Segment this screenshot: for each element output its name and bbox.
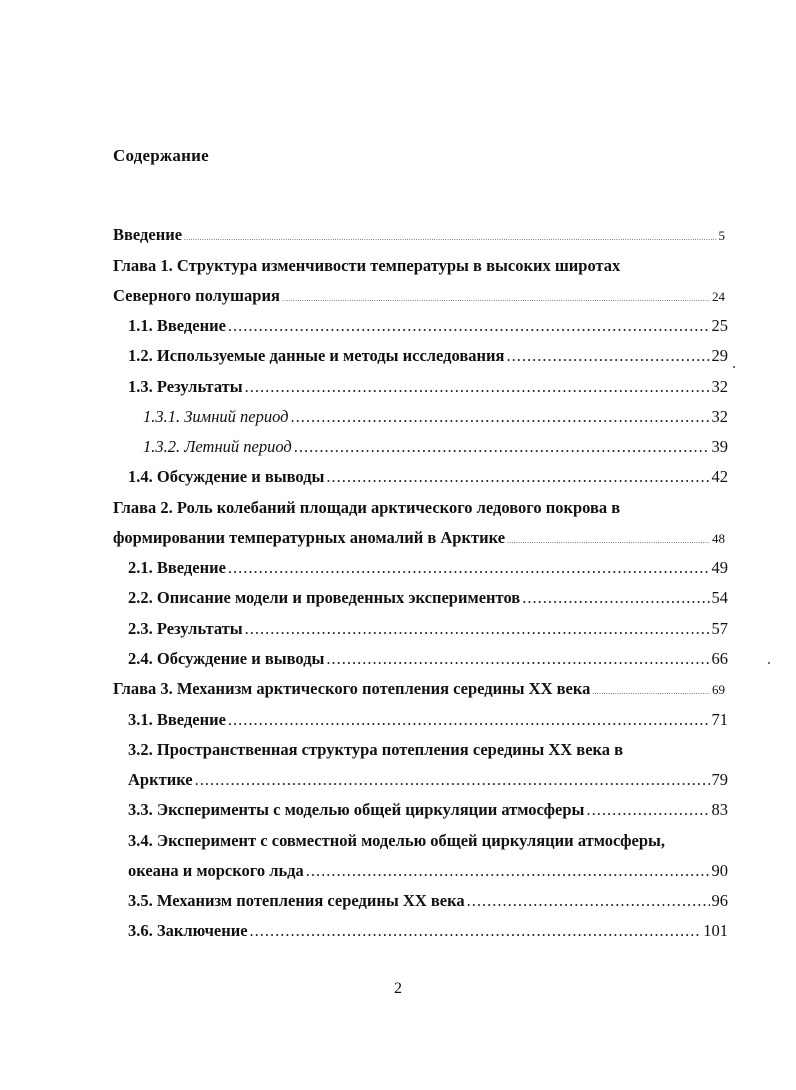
toc-leader-dots bbox=[294, 436, 710, 458]
toc-entry-title: 2.3. Результаты bbox=[128, 619, 243, 638]
toc-entry-page: 79 bbox=[711, 770, 728, 789]
toc-entry-1-4[interactable] bbox=[128, 466, 728, 488]
toc-entry-3-4[interactable] bbox=[128, 860, 728, 882]
toc-entry-3-2[interactable] bbox=[128, 769, 728, 791]
toc-entry-page: 48 bbox=[712, 531, 725, 546]
toc-entry-page: 71 bbox=[711, 710, 728, 729]
toc-leader-dots bbox=[195, 769, 710, 791]
toc-entry-title: 1.1. Введение bbox=[128, 316, 226, 335]
toc-entry-title: 1.3. Результаты bbox=[128, 377, 243, 396]
toc-leader-dots bbox=[522, 587, 709, 609]
toc-entry-title: океана и морского льда bbox=[128, 861, 304, 880]
toc-entry-title: 2.1. Введение bbox=[128, 558, 226, 577]
toc-entry-1-1[interactable] bbox=[128, 315, 728, 337]
toc-entry-title: 1.3.2. Летний период bbox=[143, 437, 292, 456]
toc-entry-2-3[interactable] bbox=[128, 618, 728, 640]
toc-entry-title: 1.4. Обсуждение и выводы bbox=[128, 467, 325, 486]
toc-entry-page: 66 bbox=[711, 649, 728, 668]
toc-entry-3-6[interactable] bbox=[128, 920, 728, 942]
toc-leader-dots bbox=[228, 557, 710, 579]
toc-entry-title: 3.5. Механизм потепления середины XX века bbox=[128, 891, 465, 910]
toc-entry-1-2[interactable] bbox=[128, 345, 728, 367]
toc-entry-page: 42 bbox=[711, 467, 728, 486]
toc-entry-ch1[interactable] bbox=[113, 285, 725, 310]
toc-entry-title: 1.3.1. Зимний период bbox=[143, 407, 289, 426]
page-title: Содержание bbox=[113, 146, 209, 165]
toc-entry-3-3[interactable] bbox=[128, 799, 728, 821]
toc-leader-dots bbox=[290, 406, 709, 428]
toc-entry-3-1[interactable] bbox=[128, 709, 728, 731]
toc-leader-dots bbox=[306, 860, 710, 882]
toc-leader-dots bbox=[228, 315, 710, 337]
toc-leader-dots bbox=[228, 709, 710, 731]
toc-entry-intro[interactable] bbox=[113, 224, 725, 249]
toc-entry-page: 83 bbox=[711, 800, 728, 819]
toc-entry-ch1-line1[interactable]: Глава 1. Структура изменчивости температуры в высоких широтах bbox=[113, 256, 621, 275]
toc-entry-title: 2.4. Обсуждение и выводы bbox=[128, 649, 325, 668]
toc-entry-page: 32 bbox=[711, 407, 728, 426]
toc-leader-dots bbox=[282, 288, 710, 310]
toc-entry-page: 39 bbox=[711, 437, 728, 456]
toc-leader-dots bbox=[467, 890, 710, 912]
toc-entry-page: 54 bbox=[711, 588, 728, 607]
toc-entry-3-4-line1[interactable]: 3.4. Эксперимент с совместной моделью общей циркуляции атмосферы, bbox=[128, 831, 666, 850]
toc-entry-page: 29 bbox=[711, 346, 728, 365]
toc-leader-dots bbox=[184, 227, 716, 249]
toc-entry-2-2[interactable] bbox=[128, 587, 728, 609]
toc-entry-2-1[interactable] bbox=[128, 557, 728, 579]
toc-entry-title: Глава 3. Механизм арктического потепления середины XX века bbox=[113, 679, 591, 698]
toc-entry-3-2-line1[interactable]: 3.2. Пространственная структура потепления середины XX века в bbox=[128, 740, 624, 759]
toc-entry-1-3[interactable] bbox=[128, 376, 728, 398]
toc-leader-dots bbox=[507, 530, 710, 552]
toc-leader-dots bbox=[592, 681, 710, 703]
toc-leader-dots bbox=[506, 345, 709, 367]
toc-entry-title: Северного полушария bbox=[113, 286, 280, 305]
toc-entry-page: 57 bbox=[711, 619, 728, 638]
toc-entry-ch2[interactable] bbox=[113, 527, 725, 552]
toc-entry-page: 25 bbox=[711, 316, 728, 335]
toc-entry-title: формировании температурных аномалий в Арктике bbox=[113, 528, 506, 547]
toc-entry-page: 32 bbox=[711, 377, 728, 396]
toc-entry-title: 3.1. Введение bbox=[128, 710, 226, 729]
toc-entry-page: 90 bbox=[711, 861, 728, 880]
toc-entry-1-3-1[interactable] bbox=[143, 406, 728, 428]
toc-leader-dots bbox=[586, 799, 709, 821]
toc-entry-title: 1.2. Используемые данные и методы исследования bbox=[128, 346, 505, 365]
scan-speck bbox=[733, 366, 735, 368]
toc-entry-page: 101 bbox=[703, 921, 728, 940]
toc-entry-ch2-line1[interactable]: Глава 2. Роль колебаний площади арктического ледового покрова в bbox=[113, 498, 621, 517]
toc-entry-title: Арктике bbox=[128, 770, 193, 789]
toc-entry-page: 24 bbox=[712, 289, 725, 304]
toc-entry-page: 5 bbox=[718, 228, 725, 243]
toc-leader-dots bbox=[245, 376, 710, 398]
toc-entry-1-3-2[interactable] bbox=[143, 436, 728, 458]
page-number: 2 bbox=[394, 980, 402, 997]
toc-leader-dots bbox=[245, 618, 710, 640]
toc-entry-page: 49 bbox=[711, 558, 728, 577]
toc-entry-title: 2.2. Описание модели и проведенных экспериментов bbox=[128, 588, 521, 607]
toc-entry-2-4[interactable] bbox=[128, 648, 728, 670]
toc-entry-ch3[interactable] bbox=[113, 678, 725, 703]
toc-entry-title: 3.3. Эксперименты с моделью общей циркуляции атмосферы bbox=[128, 800, 585, 819]
toc-entry-title: Введение bbox=[113, 225, 183, 244]
toc-leader-dots bbox=[326, 466, 709, 488]
toc-entry-3-5[interactable] bbox=[128, 890, 728, 912]
scan-speck bbox=[768, 662, 770, 664]
toc-leader-dots bbox=[250, 920, 702, 942]
toc-entry-page: 96 bbox=[711, 891, 728, 910]
toc-entry-title: 3.6. Заключение bbox=[128, 921, 248, 940]
toc-leader-dots bbox=[326, 648, 709, 670]
toc-entry-page: 69 bbox=[712, 682, 725, 697]
